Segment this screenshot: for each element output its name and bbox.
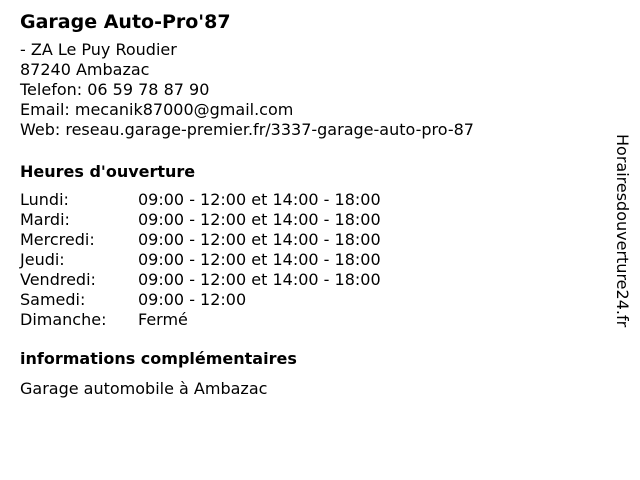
day-label: Dimanche: [20, 310, 107, 329]
day-hours: 09:00 - 12:00 [138, 290, 247, 309]
address-line-city: 87240 Ambazac [20, 60, 150, 79]
day-hours: 09:00 - 12:00 et 14:00 - 18:00 [138, 230, 381, 249]
phone-line: Telefon: 06 59 78 87 90 [20, 80, 210, 99]
day-label: Lundi: [20, 190, 69, 209]
day-label: Mercredi: [20, 230, 95, 249]
day-hours: 09:00 - 12:00 et 14:00 - 18:00 [138, 210, 381, 229]
business-card [20, 8, 600, 399]
day-label: Samedi: [20, 290, 86, 309]
site-watermark: Horairesdouverture24.fr [613, 134, 632, 328]
day-hours: 09:00 - 12:00 et 14:00 - 18:00 [138, 190, 381, 209]
day-label: Mardi: [20, 210, 70, 229]
hours-row-wednesday [20, 230, 600, 250]
address-line-street: - ZA Le Puy Roudier [20, 40, 177, 59]
day-label: Vendredi: [20, 270, 96, 289]
hours-row-monday [20, 190, 600, 210]
hours-row-tuesday [20, 210, 600, 230]
web-line: Web: reseau.garage-premier.fr/3337-garage-auto-pro-87 [20, 120, 474, 139]
opening-hours-heading: Heures d'ouverture [20, 162, 196, 181]
hours-row-thursday [20, 250, 600, 270]
hours-row-saturday [20, 290, 600, 310]
day-hours: Fermé [138, 310, 188, 329]
additional-info-heading: informations complémentaires [20, 349, 297, 368]
additional-info-text: Garage automobile à Ambazac [20, 379, 268, 398]
day-hours: 09:00 - 12:00 et 14:00 - 18:00 [138, 250, 381, 269]
day-label: Jeudi: [20, 250, 65, 269]
hours-row-friday [20, 270, 600, 290]
business-name: Garage Auto-Pro'87 [20, 11, 231, 33]
email-line: Email: mecanik87000@gmail.com [20, 100, 294, 119]
day-hours: 09:00 - 12:00 et 14:00 - 18:00 [138, 270, 381, 289]
hours-row-sunday [20, 310, 600, 330]
